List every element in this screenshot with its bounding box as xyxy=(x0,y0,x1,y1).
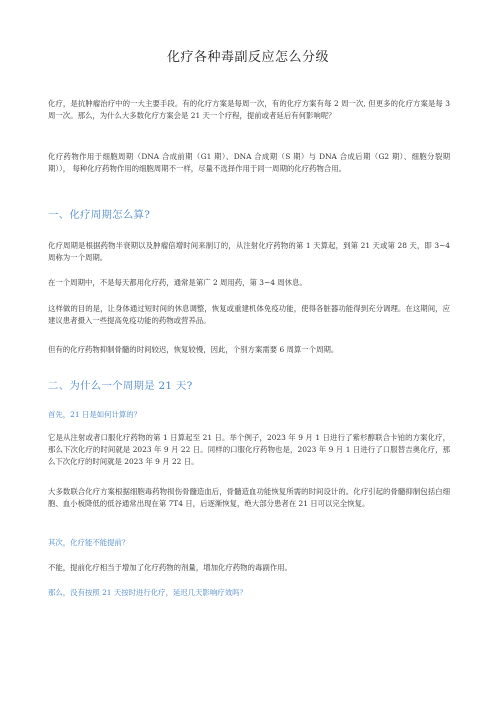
section-2-paragraph-1: 它是从注射或者口服化疗药物的第 1 日算起至 21 日。举个例子，2023 年 9 月 1 日进行了紫杉醇联合卡铂的方案化疗，那么下次化疗的时间就是 2023 年 9 月 22 日。同样的口服化疗药物也是，2023 年 9 月 1 日进行了口服替吉奥化疗，那么下次化疗的时间就是 2023 年 9 月 22 日。 xyxy=(48,433,450,466)
intro-paragraph-2: 化疗药物作用于细胞周期（DNA 合成前期（G1 期）、DNA 合成期（S 期）与 DNA 合成后期（G2 期）、细胞分裂期期））， 每种化疗药物作用的细胞周期不一样，尽量不选择作用于同一周期的化疗药物合用。 xyxy=(48,152,450,173)
section-1-paragraph-2: 在一个周期中，不是每天都用化疗药，通常是第广 2 周用药，第 3~4 周休息。 xyxy=(48,278,307,287)
intro-paragraph-1: 化疗，是抗肿瘤治疗中的一大主要手段。有的化疗方案是每周一次，有的化疗方案有每 2 周一次, 但更多的化疗方案是每 3 周一次。那么，为什么大多数化疗方案会是 21 天一个疗程，提前或者延后有何影响呢？ xyxy=(48,99,450,120)
section-1-paragraph-4: 但有的化疗药物抑制骨髓的时间较迟，恢复较慢，因此，个别方案需要 6 周算一个周期。 xyxy=(48,345,339,354)
section-1-heading: 一、化疗周期怎么算? xyxy=(48,209,151,221)
question-2: 其次，化疗能不能提前？ xyxy=(48,538,130,547)
section-2-paragraph-2: 大多数联合化疗方案根据细胞毒药物损伤骨髓造血后，骨髓造血功能恢复所需的时间设计的。化疗引起的骨髓抑制包括白细胞、血小板降低的低谷通常出现在第 7T4 日，后逐渐恢复，绝大部分患者在 21 日可以完全恢复。 xyxy=(48,487,450,508)
section-1-paragraph-1: 化疗周期是根据药物半衰期以及肿瘤倍增时间来制订的，从注射化疗药物的第 1 天算起，到第 21 天或第 28 天，即 3~4 周称为一个周期。 xyxy=(48,241,450,262)
question-1: 首先，21 日是如何计算的？ xyxy=(48,410,142,419)
question-3: 那么，没有按照 21 天按时进行化疗，延迟几天影响疗效吗？ xyxy=(48,588,247,597)
section-2-heading: 二、为什么一个周期是 21 天? xyxy=(48,380,193,392)
section-2-paragraph-3: 不能，提前化疗相当于增加了化疗药物的剂量，增加化疗药物的毒副作用。 xyxy=(48,563,292,572)
document-title: 化疗各种毒副反应怎么分级 xyxy=(166,50,329,65)
section-1-paragraph-3: 这样做的目的是，让身体通过短时间的休息调整，恢复或重建机体免疫功能，使得各脏器功能得到充分调理。在这期间，应建议患者摄入一些提高免疫功能的药物或营养品。 xyxy=(48,304,450,325)
